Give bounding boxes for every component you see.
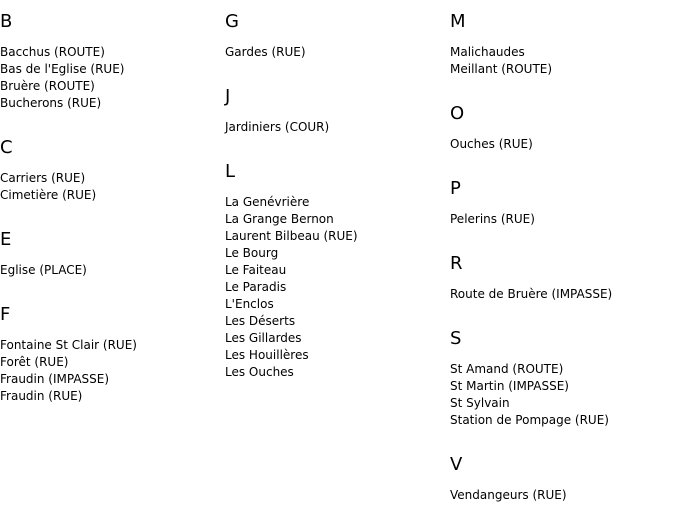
street-list [450, 361, 675, 429]
street-name: Vendangeurs (RUE) [450, 488, 567, 502]
letter-section [450, 12, 675, 78]
section-letter-heading: P [450, 178, 461, 199]
letter-section [0, 305, 225, 405]
section-letter-heading: C [0, 137, 13, 158]
street-name: Eglise (PLACE) [0, 263, 87, 277]
letter-section [225, 87, 450, 136]
street-name: Fraudin (RUE) [0, 389, 83, 403]
street-list [450, 136, 675, 153]
street-list [225, 194, 450, 381]
street-name: Fraudin (IMPASSE) [0, 372, 110, 386]
letter-section [450, 179, 675, 228]
street-name: Laurent Bilbeau (RUE) [225, 229, 358, 243]
street-name: Les Déserts [225, 314, 296, 328]
street-list [225, 119, 450, 136]
street-list [450, 211, 675, 228]
letter-section [450, 329, 675, 429]
street-name: Le Faiteau [225, 263, 287, 277]
street-name: Meillant (ROUTE) [450, 62, 553, 76]
street-name: La Grange Bernon [225, 212, 334, 226]
street-list [0, 170, 225, 204]
letter-section [0, 230, 225, 279]
street-name: Les Ouches [225, 365, 294, 379]
street-list [450, 44, 675, 78]
letter-section [450, 104, 675, 153]
street-name: Cimetière (RUE) [0, 188, 97, 202]
street-list [450, 487, 675, 504]
index-column [450, 0, 675, 504]
index-column [0, 0, 225, 405]
street-list [0, 262, 225, 279]
street-name: St Amand (ROUTE) [450, 362, 564, 376]
street-name: Bruère (ROUTE) [0, 79, 95, 93]
street-name: Station de Pompage (RUE) [450, 413, 609, 427]
section-letter-heading: O [450, 103, 465, 124]
section-letter-heading: V [450, 454, 463, 475]
street-list [0, 44, 225, 112]
street-name: Le Paradis [225, 280, 287, 294]
street-list [0, 337, 225, 405]
section-letter-heading: G [225, 11, 239, 32]
street-name: Gardes (RUE) [225, 45, 306, 59]
letter-section [0, 12, 225, 112]
letter-section [225, 12, 450, 61]
street-name: St Martin (IMPASSE) [450, 379, 569, 393]
street-name: Jardiniers (COUR) [225, 120, 330, 134]
street-name: Le Bourg [225, 246, 279, 260]
letter-section [450, 455, 675, 504]
street-name: Bacchus (ROUTE) [0, 45, 105, 59]
street-name: Route de Bruère (IMPASSE) [450, 287, 613, 301]
section-letter-heading: J [225, 86, 231, 107]
street-name: Pelerins (RUE) [450, 212, 535, 226]
street-name: Bas de l'Eglise (RUE) [0, 62, 125, 76]
index-column [225, 0, 450, 381]
street-name: Les Houillères [225, 348, 309, 362]
section-letter-heading: B [0, 11, 13, 32]
street-name: Carriers (RUE) [0, 171, 86, 185]
street-list [225, 44, 450, 61]
street-name: Les Gillardes [225, 331, 302, 345]
section-letter-heading: M [450, 11, 466, 32]
letter-section [0, 138, 225, 204]
section-letter-heading: R [450, 253, 463, 274]
street-name: Forêt (RUE) [0, 355, 69, 369]
street-list [450, 286, 675, 303]
letter-section [450, 254, 675, 303]
street-name: Ouches (RUE) [450, 137, 533, 151]
street-name: Malichaudes [450, 45, 525, 59]
section-letter-heading: E [0, 229, 12, 250]
street-name: L'Enclos [225, 297, 274, 311]
street-name: Fontaine St Clair (RUE) [0, 338, 137, 352]
section-letter-heading: S [450, 328, 462, 349]
letter-section [225, 162, 450, 381]
street-name: Bucherons (RUE) [0, 96, 102, 110]
section-letter-heading: F [0, 304, 11, 325]
street-name: La Genévrière [225, 195, 310, 209]
section-letter-heading: L [225, 161, 236, 182]
street-name: St Sylvain [450, 396, 510, 410]
